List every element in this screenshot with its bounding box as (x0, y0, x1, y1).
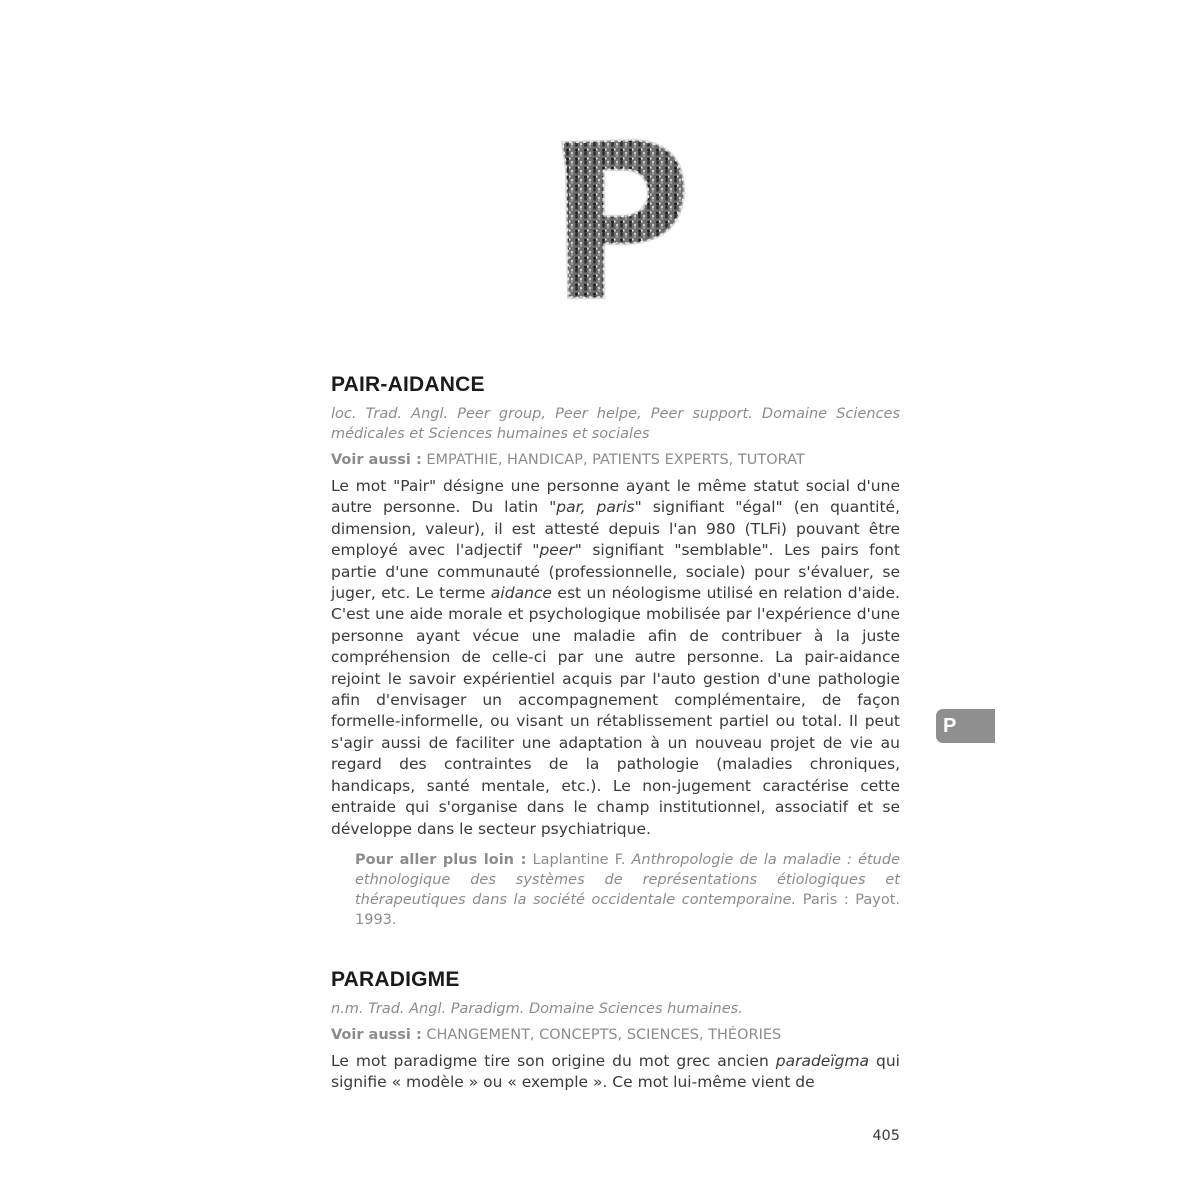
body-segment-italic: par, paris (556, 498, 635, 517)
entry-title: PARADIGME (331, 968, 460, 991)
page-number: 405 (872, 1128, 900, 1144)
body-segment-italic: paradeïgma (775, 1052, 870, 1070)
further-segment-italic: Anthropologie de la maladie : étude ethnologique des systèmes de représentations étiologiques et thérapeutiques dans la société occidentale contemporaine. (355, 851, 900, 908)
dictionary-page (331, 0, 900, 1200)
entry-body (331, 1051, 900, 1094)
body-segment: " signifiant "égal" (en quantité, dimension, valeur), il est attesté depuis l'an 980 (TLFi) pouvant être employé avec l'adjectif " (331, 498, 901, 560)
entry-paradigme (331, 968, 900, 1094)
entry-meta: n.m. Trad. Angl. Paradigm. Domaine Sciences humaines. (331, 1001, 743, 1017)
further-segment: Paris : Payot. 1993. (355, 891, 900, 928)
body-segment: est un néologisme utilisé en relation d'aide. C'est une aide morale et psychologique mobilisée par l'expérience d'une personne ayant vécue une maladie afin de contribuer à la juste compréhension de celle-ci par une autre personne. La pair-aidance rejoint le savoir expérientiel acquis par l'auto gestion d'une pathologie afin d'envisager un accompagnement complémentaire, de façon formelle-informelle, ou visant un rétablissement partiel ou total. Il peut s'agir aussi de faciliter une adaptation à un nouveau projet de vie au regard des contraintes de la pathologie (maladies chroniques, handicaps, santé mentale, etc.). Le non-jugement caractérise cette entraide qui s'organise dans le champ institutionnel, associatif et se développe dans le secteur psychiatrique. (331, 584, 900, 838)
body-segment-italic: peer (539, 541, 575, 560)
entry-title: PAIR-AIDANCE (331, 373, 485, 396)
entry-pair-aidance (331, 373, 900, 930)
further-reading-label: Pour aller plus loin : (355, 851, 527, 868)
see-also-line (331, 1025, 900, 1045)
alphabet-tab-marker: P (936, 709, 995, 743)
see-also-terms: EMPATHIE, HANDICAP, PATIENTS EXPERTS, TUTORAT (426, 452, 805, 468)
entry-body (331, 476, 900, 840)
see-also-label: Voir aussi : (331, 452, 422, 468)
see-also-line (331, 450, 900, 470)
body-segment: Le mot paradigme tire son origine du mot grec ancien (331, 1052, 776, 1070)
body-segment: qui signifie « modèle » ou « exemple ». Ce mot lui-même vient de (331, 1052, 900, 1092)
further-reading (331, 850, 900, 930)
body-segment: " signifiant "semblable". Les pairs font partie d'une communauté (professionnelle, sociale) pour s'évaluer, se juger, etc. Le terme (331, 541, 900, 603)
body-segment-italic: aidance (490, 584, 552, 603)
entry-meta: loc. Trad. Angl. Peer group, Peer helpe, Peer support. Domaine Sciences médicales et Sciences humaines et sociales (331, 406, 900, 442)
see-also-label: Voir aussi : (331, 1027, 422, 1043)
body-segment: Le mot "Pair" désigne une personne ayant le même statut social d'une autre personne. Du latin " (331, 477, 900, 517)
see-also-terms: CHANGEMENT, CONCEPTS, SCIENCES, THÉORIES (426, 1027, 782, 1043)
further-segment: Laplantine F. (526, 851, 632, 868)
